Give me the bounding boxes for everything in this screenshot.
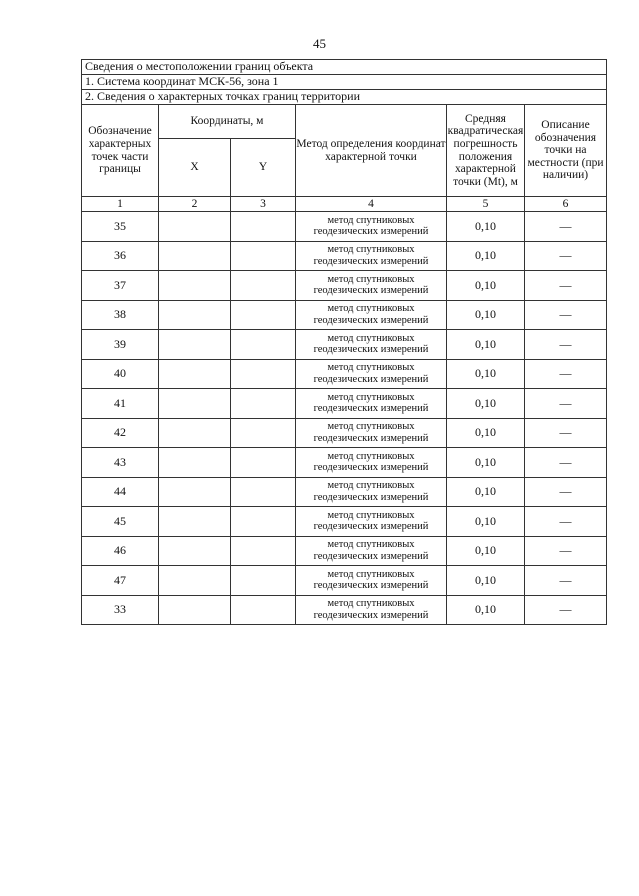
column-number: 4 [296,197,447,212]
section-coord-system: 1. Система координат МСК-56, зона 1 [82,75,607,90]
page-number: 45 [313,36,326,51]
method-cell: метод спутниковых геодезических измерений [296,595,447,625]
section-title: Сведения о местоположении границ объекта [82,60,607,75]
point-id: 36 [82,241,159,271]
coord-x [159,359,231,389]
table-row [82,359,607,389]
point-id: 43 [82,448,159,478]
description-cell: — [525,300,607,330]
column-numbers-row [82,197,607,212]
description-cell: — [525,359,607,389]
point-id: 47 [82,566,159,596]
method-cell: метод спутниковых геодезических измерений [296,477,447,507]
table-row [82,389,607,419]
method-cell: метод спутниковых геодезических измерений [296,271,447,301]
header-description: Описание обозначения точки на местности (при наличии) [525,105,607,197]
description-cell: — [525,507,607,537]
coord-y [231,477,296,507]
description-cell: — [525,477,607,507]
point-id: 33 [82,595,159,625]
header-coordinates: Координаты, м [159,105,296,139]
coord-y [231,507,296,537]
coord-x [159,212,231,242]
point-id: 46 [82,536,159,566]
description-cell: — [525,241,607,271]
coord-x [159,477,231,507]
table-row [82,330,607,360]
point-id: 42 [82,418,159,448]
point-id: 41 [82,389,159,419]
error-value: 0,10 [447,448,525,478]
description-cell: — [525,448,607,478]
coord-y [231,359,296,389]
table-row [82,212,607,242]
table-row [82,300,607,330]
coord-x [159,271,231,301]
description-cell: — [525,389,607,419]
error-value: 0,10 [447,359,525,389]
coord-x [159,507,231,537]
column-number: 5 [447,197,525,212]
coord-x [159,389,231,419]
point-id: 38 [82,300,159,330]
error-value: 0,10 [447,271,525,301]
point-id: 39 [82,330,159,360]
column-number: 1 [82,197,159,212]
coord-y [231,300,296,330]
point-id: 44 [82,477,159,507]
coord-y [231,212,296,242]
coord-x [159,536,231,566]
coord-x [159,566,231,596]
coord-x [159,448,231,478]
table-row [82,271,607,301]
coord-y [231,330,296,360]
error-value: 0,10 [447,595,525,625]
column-number: 6 [525,197,607,212]
coord-y [231,595,296,625]
coord-y [231,241,296,271]
table-row [82,241,607,271]
table-row [82,595,607,625]
method-cell: метод спутниковых геодезических измерений [296,389,447,419]
coord-x [159,241,231,271]
point-id: 45 [82,507,159,537]
coord-y [231,566,296,596]
method-cell: метод спутниковых геодезических измерений [296,448,447,478]
section-points-title: 2. Сведения о характерных точках границ территории [82,90,607,105]
table-row [82,507,607,537]
coord-x [159,300,231,330]
error-value: 0,10 [447,536,525,566]
header-x: X [159,139,231,197]
method-cell: метод спутниковых геодезических измерений [296,566,447,596]
description-cell: — [525,566,607,596]
description-cell: — [525,212,607,242]
description-cell: — [525,271,607,301]
table-row [82,477,607,507]
error-value: 0,10 [447,566,525,596]
method-cell: метод спутниковых геодезических измерений [296,330,447,360]
error-value: 0,10 [447,241,525,271]
coord-y [231,271,296,301]
method-cell: метод спутниковых геодезических измерений [296,418,447,448]
column-number: 3 [231,197,296,212]
coord-y [231,536,296,566]
description-cell: — [525,536,607,566]
coord-x [159,330,231,360]
error-value: 0,10 [447,330,525,360]
column-number: 2 [159,197,231,212]
header-error: Средняя квадратическая погрешность положения характерной точки (Mt), м [447,105,525,197]
method-cell: метод спутниковых геодезических измерений [296,212,447,242]
coord-y [231,448,296,478]
method-cell: метод спутниковых геодезических измерений [296,507,447,537]
method-cell: метод спутниковых геодезических измерений [296,359,447,389]
point-id: 37 [82,271,159,301]
error-value: 0,10 [447,418,525,448]
method-cell: метод спутниковых геодезических измерений [296,241,447,271]
table-row [82,566,607,596]
description-cell: — [525,595,607,625]
boundary-points-table [81,59,607,625]
header-designation: Обозначение характерных точек части границы [82,105,159,197]
error-value: 0,10 [447,300,525,330]
coord-x [159,418,231,448]
error-value: 0,10 [447,212,525,242]
point-id: 35 [82,212,159,242]
coord-x [159,595,231,625]
description-cell: — [525,418,607,448]
description-cell: — [525,330,607,360]
error-value: 0,10 [447,477,525,507]
method-cell: метод спутниковых геодезических измерений [296,300,447,330]
error-value: 0,10 [447,389,525,419]
coord-y [231,389,296,419]
method-cell: метод спутниковых геодезических измерений [296,536,447,566]
table-row [82,448,607,478]
table-row [82,536,607,566]
table-row [82,418,607,448]
table-body [82,60,607,625]
error-value: 0,10 [447,507,525,537]
coord-y [231,418,296,448]
header-y: Y [231,139,296,197]
header-method: Метод определения координат характерной точки [296,105,447,197]
point-id: 40 [82,359,159,389]
